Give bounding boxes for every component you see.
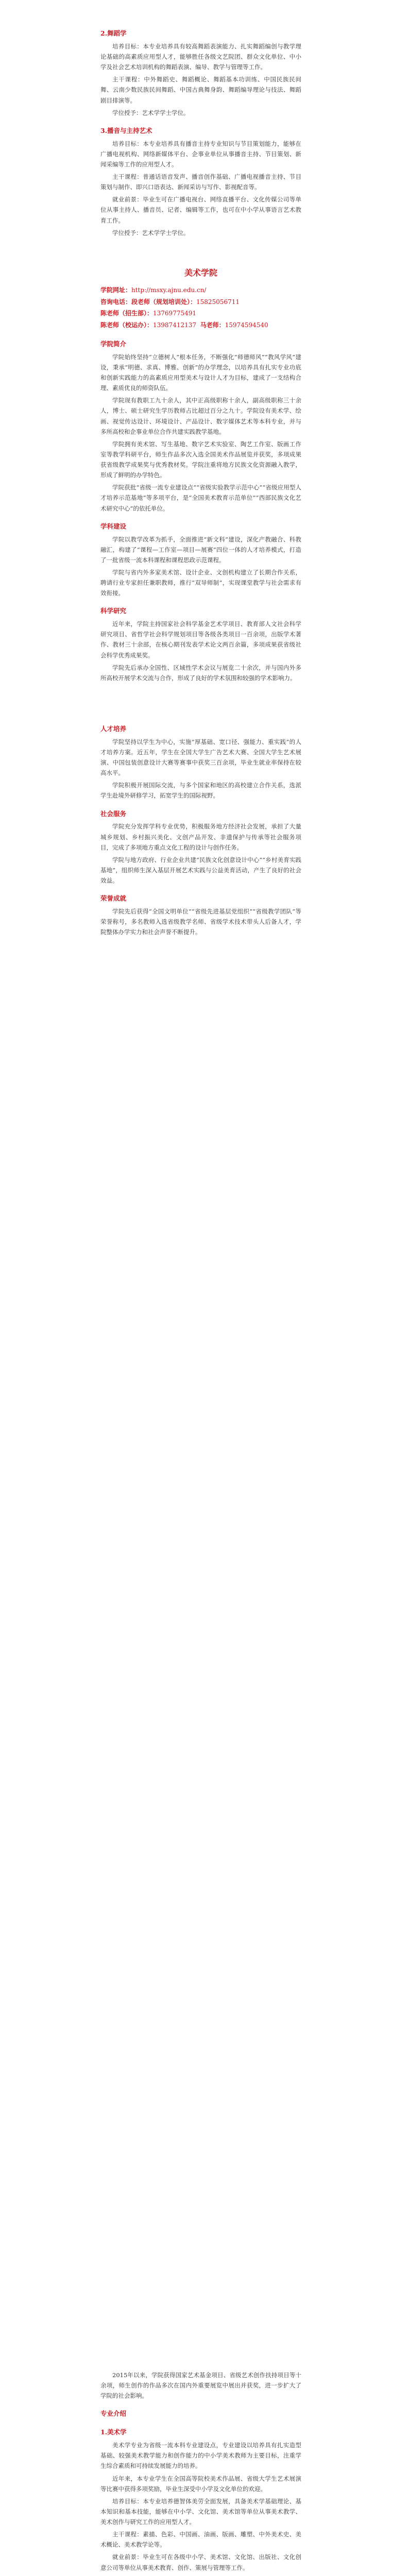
heading-research: 科学研究	[100, 607, 127, 615]
paragraph: 学院积极开展国际交流，与多个国家和地区的高校建立合作关系，选派学生赴境外研修学习，拓宽学生的国际视野。	[100, 782, 301, 800]
paragraph: 近年来，本专业学生在全国高等院校美术作品展、省级大学生艺术展演等比赛中获得多项奖励，毕业生深受中小学及文化单位的欢迎。	[100, 2475, 301, 2493]
paragraph: 主干课程：普通话语音发声、播音创作基础、广播电视播音主持、节目策划与制作、即兴口语表达、新闻采访与写作、影视配音等。	[100, 173, 301, 191]
paragraph: 学院以教学改革为抓手，全面推进“新文科”建设，深化产教融合、科教融汇，构建了“课程—工作室—项目—展赛”四位一体的人才培养模式，打造了一批省级一流本科课程和课程思政示范课程。	[100, 535, 301, 564]
paragraph: 培养目标：本专业培养德智体美劳全面发展，具备美术学基础理论、基本知识和基本技能，能够在中小学、文化馆、美术馆等单位从事美术教学、美术创作与研究工作的应用型人才。	[100, 2497, 301, 2526]
heading-intro: 学院简介	[100, 340, 127, 348]
paragraph: 学院先后获得“全国文明单位”“省级先进基层党组织”“省级教学团队”等荣誉称号，多名教师入选省级教学名师、省级学术技术带头人后备人才，学院整体办学实力和社会声誉不断提升。	[100, 908, 301, 936]
phone-label: 咨询电话：	[100, 298, 132, 306]
paragraph: 学院与省内外多家美术馆、设计企业、文创机构建立了长期合作关系，聘请行业专家担任兼职教师，推行“双导师制”，实现课堂教学与社会需求有效衔接。	[100, 568, 301, 597]
heading-majors: 专业介绍	[100, 2410, 127, 2418]
paragraph: 培养目标：本专业培养具有较高舞蹈表演能力、扎实舞蹈编创与教学理论基础的高素质应用型人才，能够胜任各级文艺院团、群众文化单位、中小学及社会艺术培训机构的舞蹈表演、编导、教学与管理等工作。	[100, 42, 301, 71]
phone-owner: 段老师（规划培训处）：	[131, 298, 197, 306]
paragraph: 学院获批“省级一流专业建设点”“省级实验教学示范中心”“省级应用型人才培养示范基地”等多项平台，是“全国美术教育示范单位”“西部民族文化艺术研究中心”的依托单位。	[100, 484, 301, 512]
paragraph: 就业前景：毕业生可在广播电视台、网络直播平台、文化传媒公司等单位从事主持人、播音员、记者、编辑等工作，也可在中小学从事语言艺术教育工作。	[100, 196, 301, 224]
phone-value: 15825056711	[196, 298, 240, 306]
paragraph: 学院先后承办全国性、区域性学术会议与展览二十余次，并与国内外多所高校开展学术交流与合作，形成了良好的学术氛围和较强的学术影响力。	[100, 664, 301, 682]
paragraph: 学院充分发挥学科专业优势，积极服务地方经济社会发展，承担了大量城乡规划、乡村振兴美化、文创产品开发、非遗保护与传承等社会服务项目，完成了多项地方重点文化工程的设计与创作任务。	[100, 823, 301, 851]
paragraph: 美术学专业为省级一流本科专业建设点，专业建设以培养具有扎实造型基础、较强美术教学能力和创作能力的中小学美术教师为主要目标，注重学生综合素质和可持续发展能力的培养。	[100, 2442, 301, 2470]
paragraph: 学院拥有美术馆、写生基地、数字艺术实验室、陶艺工作室、版画工作室等教学科研平台，师生作品多次入选全国美术作品展览并获奖，多项成果获省级教学成果奖与优秀教材奖。学院注重将地方民族文化资源融入教学，形成了鲜明的办学特色。	[100, 440, 301, 479]
heading-social: 社会服务	[100, 809, 127, 818]
paragraph: 主干课程：中外舞蹈史、舞蹈概论、舞蹈基本功训练、中国民族民间舞、云南少数民族民间舞蹈、中国古典舞身韵、舞蹈编导理论与技法、舞蹈剧目排演等。	[100, 76, 301, 104]
teacher3-label: 马老师：	[200, 321, 225, 329]
site-label: 学院网址：	[100, 286, 132, 294]
teacher2-label: 陈老师（校运办）：	[100, 321, 154, 329]
paragraph: 学院与地方政府、行业企业共建“民族文化创意设计中心”“乡村美育实践基地”，组织师生深入基层开展艺术实践与公益美育活动，产生了良好的社会效益。	[100, 856, 301, 885]
heading-major-fine-art: 1.美术学	[100, 2428, 127, 2436]
heading-honor: 荣誉成就	[100, 894, 127, 903]
teacher3-phone: 15974594540	[225, 321, 268, 329]
heading-teaching: 学科建设	[100, 522, 127, 530]
paragraph: 学院始终坚持“立德树人”根本任务，不断强化“师德师风”“教风学风”建设，秉承“明德、求真、博雅、创新”的办学理念，以培养具有扎实专业功底和创新实践能力的高素质应用型美术与设计人才为目标，建成了一支结构合理、素质优良的师资队伍。	[100, 353, 301, 392]
teacher1-phone: 13769775491	[153, 310, 196, 317]
site-link[interactable]: http://msxy.ajnu.edu.cn/	[131, 286, 207, 294]
page-top	[100, 21, 301, 939]
college-title: 美术学院	[184, 267, 217, 278]
heading-talent: 人才培养	[100, 724, 127, 733]
paragraph: 学院坚持以学生为中心，实施“厚基础、宽口径、强能力、重实践”的人才培养方案。近五年，学生在全国大学生广告艺术大赛、全国大学生艺术展演、中国包装创意设计大赛等赛事中获奖三百余项，毕业生就业率保持在较高水平。	[100, 738, 301, 777]
teacher2-phone: 13987412137	[153, 321, 196, 329]
contact-block	[100, 284, 301, 331]
paragraph: 培养目标：本专业培养具有播音主持专业知识与节目策划能力，能够在广播电视机构、网络新媒体平台、企事业单位从事播音主持、节目策划、新闻采编等工作的应用型人才。	[100, 140, 301, 168]
paragraph: 就业前景：毕业生可在各级中小学、美术馆、文化馆、出版社、文化创意公司等单位从事美术教育、创作、策展与管理等工作。	[100, 2553, 301, 2571]
paragraph: 主干课程：素描、色彩、中国画、油画、版画、雕塑、中外美术史、美术概论、美术教学论等。	[100, 2531, 301, 2549]
section-heading-broadcast: 3.播音与主持艺术	[100, 126, 152, 134]
paragraph: 学位授予：艺术学学士学位。	[112, 109, 190, 116]
page-bottom	[100, 2370, 301, 2575]
teacher1-label: 陈老师（招生部）：	[100, 310, 154, 317]
paragraph: 2015年以来，学院获得国家艺术基金项目、省级艺术创作扶持项目等十余项，师生创作的作品多次在国内外重要展览中展出并获奖，进一步扩大了学院的社会影响。	[100, 2371, 301, 2400]
paragraph: 近年来，学院主持国家社会科学基金艺术学项目、教育部人文社会科学研究项目、省哲学社会科学规划项目等各级各类项目一百余项，出版学术著作、教材三十余部，在核心期刊发表学术论文两百余篇，多项成果获省级社会科学优秀成果奖。	[100, 620, 301, 659]
paragraph: 学院现有教职工九十余人，其中正高级职称十余人，副高级职称三十余人，博士、硕士研究生学历教师占比超过百分之九十。学院设有美术学、绘画、视觉传达设计、环境设计、产品设计、数字媒体艺术等本科专业，并与多所高校和企事业单位合作共建实践教学基地。	[100, 397, 301, 435]
paragraph: 学位授予：艺术学学士学位。	[112, 229, 190, 236]
section-heading-dance: 2.舞蹈学	[100, 29, 127, 37]
